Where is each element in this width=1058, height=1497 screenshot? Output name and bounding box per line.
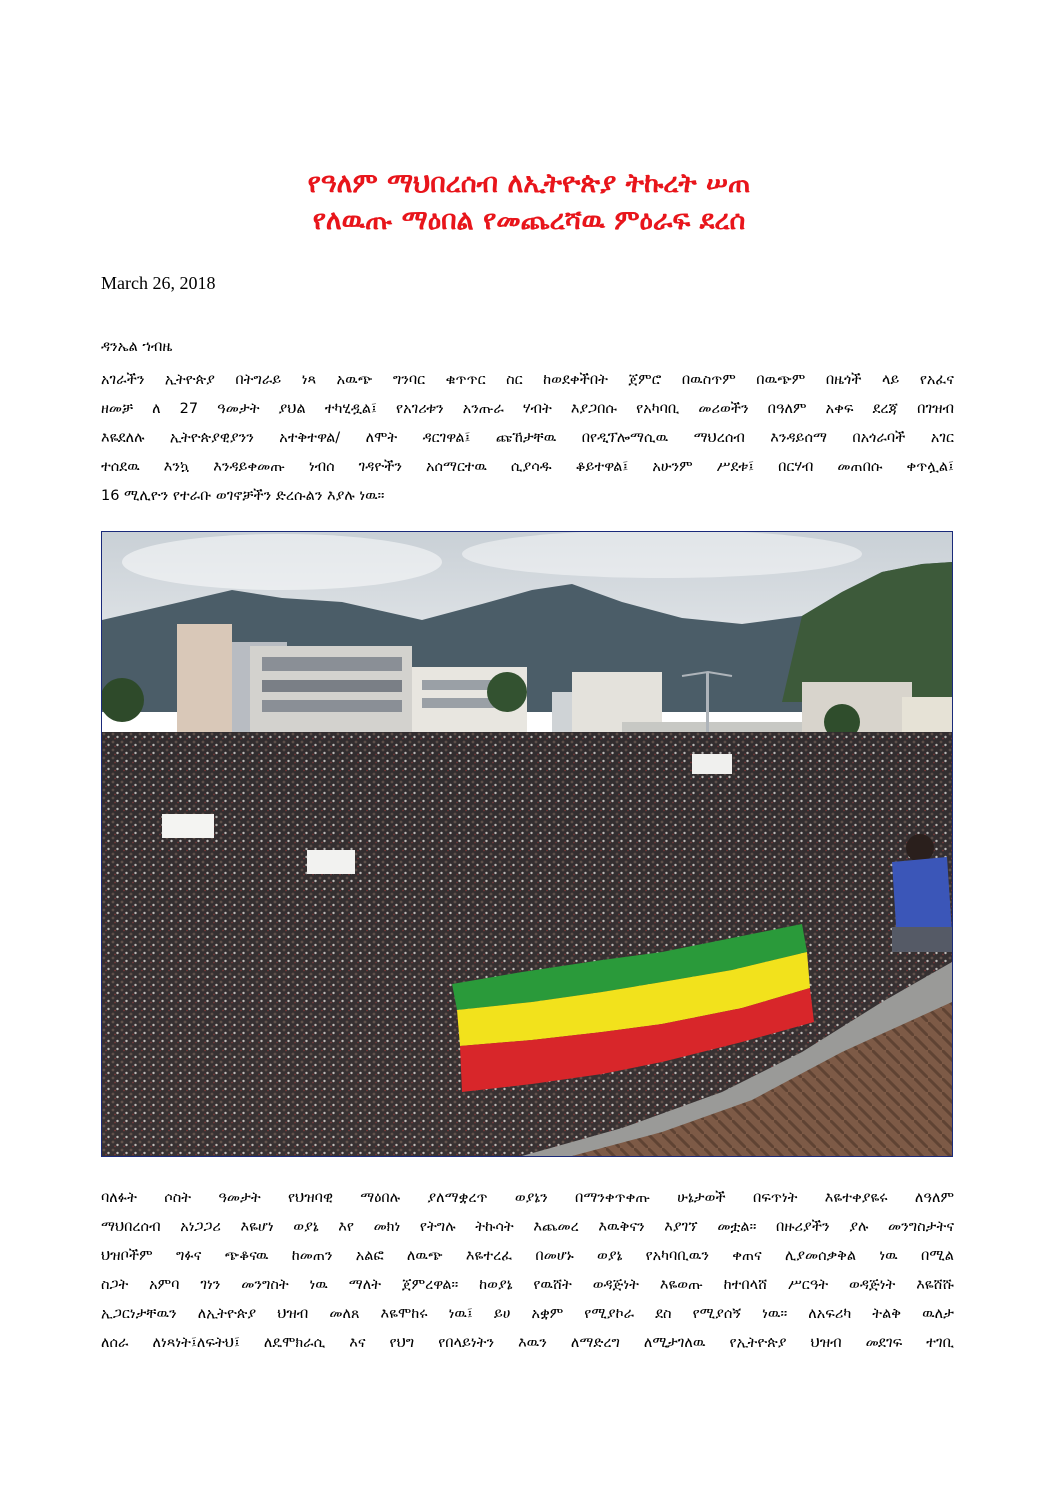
author-name: ዳንኤል ኀብዜ bbox=[101, 339, 173, 355]
paragraph-line: ህዝቦችም ግፉና ጭቆናዉ ከመጠን አልፎ ለዉጭ እዬተረፈ በመሆኑ ወያኔ የአካባቢዉን ቀጠና ሊያመሰቃቅል ነዉ በሚል bbox=[101, 1248, 954, 1264]
paragraph-line: 16 ሚሊዮን የተራቡ ወገኖቻችን ድረሱልን እያሉ ነዉ። bbox=[101, 488, 385, 504]
paragraph-line: ለሰራ ለነጻነት፤ለፍትህ፤ ለዴሞክራሲ እና የህግ የበላይነትን እዉን ለማድረግ ለሚታገለዉ የኢትዮጵያ ህዝብ መደገፍ ተገቢ bbox=[101, 1335, 954, 1351]
article-date: March 26, 2018 bbox=[101, 273, 216, 293]
paragraph-line: ኢጋርነታቸዉን ለኢትዮጵያ ህዝብ መለጸ እዬሞከሩ ነዉ፤ ይሀ አቋም የሚያኮራ ደስ የሚያሰኝ ነዉ። ለአፍሪካ ትልቅ ዉለታ bbox=[101, 1306, 954, 1322]
headline-line-1: የዓለም ማህበረሰብ ለኢትዮጵያ ትኩረት ሠጠ bbox=[307, 168, 751, 199]
headline-line-2: የለዉጡ ማዕበል የመጨረሻዉ ምዕራፍ ደረሰ bbox=[312, 205, 746, 236]
paragraph-line: ማህበረሰብ አነጋጋሪ እዬሆነ ወያኔ እየ መክነ የትግሉ ትኩሳት እጨመረ እዉቅናን እያገኘ መቷል። በዙሪያችን ያሉ መንግስታትና bbox=[101, 1219, 954, 1235]
protest-crowd-photo bbox=[101, 531, 953, 1157]
paragraph-line: አገራችን ኢትዮጵያ በትግራይ ነጻ አዉጭ ግንባር ቁጥጥር ስር ከወደቀችበት ጀምሮ በዉስጥም በዉጭም በዜጎች ላይ የአፈና bbox=[101, 372, 954, 388]
paragraph-body bbox=[101, 1184, 954, 1358]
paragraph-line: ስጋት አምባ ገነን መንግስት ነዉ ማለት ጀምረዋል። ከወያኔ የዉሸት ወዳጅነት እዬወጡ ከተበላሸ ሥርዓት ወዳጅነት እዬሸሹ bbox=[101, 1277, 954, 1293]
paragraph-line: ባለፉት ሶስት ዓመታት የህዝባዊ ማዕበሉ ያለማቋረጥ ወያኔን በማንቀጥቀጡ ሁኔታወች በፍጥነት እዬተቀያዬሩ ለዓለም bbox=[101, 1190, 954, 1206]
paragraph-intro bbox=[101, 366, 954, 511]
paragraph-line: ዘመቻ ለ 27 ዓመታት ያህል ተካሂዷል፤ የአገሪቱን አንጡራ ሃብት እያጋበሱ የአካባቢ መሪወችን በዓለም አቀፍ ደረጃ በገዝብ bbox=[101, 401, 954, 417]
paragraph-line: እዬደለሉ ኢትዮጵያዊያንን አተቅተዋል/ ለሞት ዳርገዋል፤ ጩኸታቸዉ በየዲፕሎማሲዉ ማህረሰብ እንዳይሰማ በአጎራባች አገር bbox=[101, 430, 954, 446]
paragraph-line: ተሰደዉ እንኳ እንዳይቀመጡ ነብሰ ገዳዮችን አሰማርተዉ ሲያሳዱ ቆይተዋል፤ አሁንም ሥደቱ፤ በርሃብ መጠበሱ ቀጥሏል፤ bbox=[101, 459, 954, 475]
